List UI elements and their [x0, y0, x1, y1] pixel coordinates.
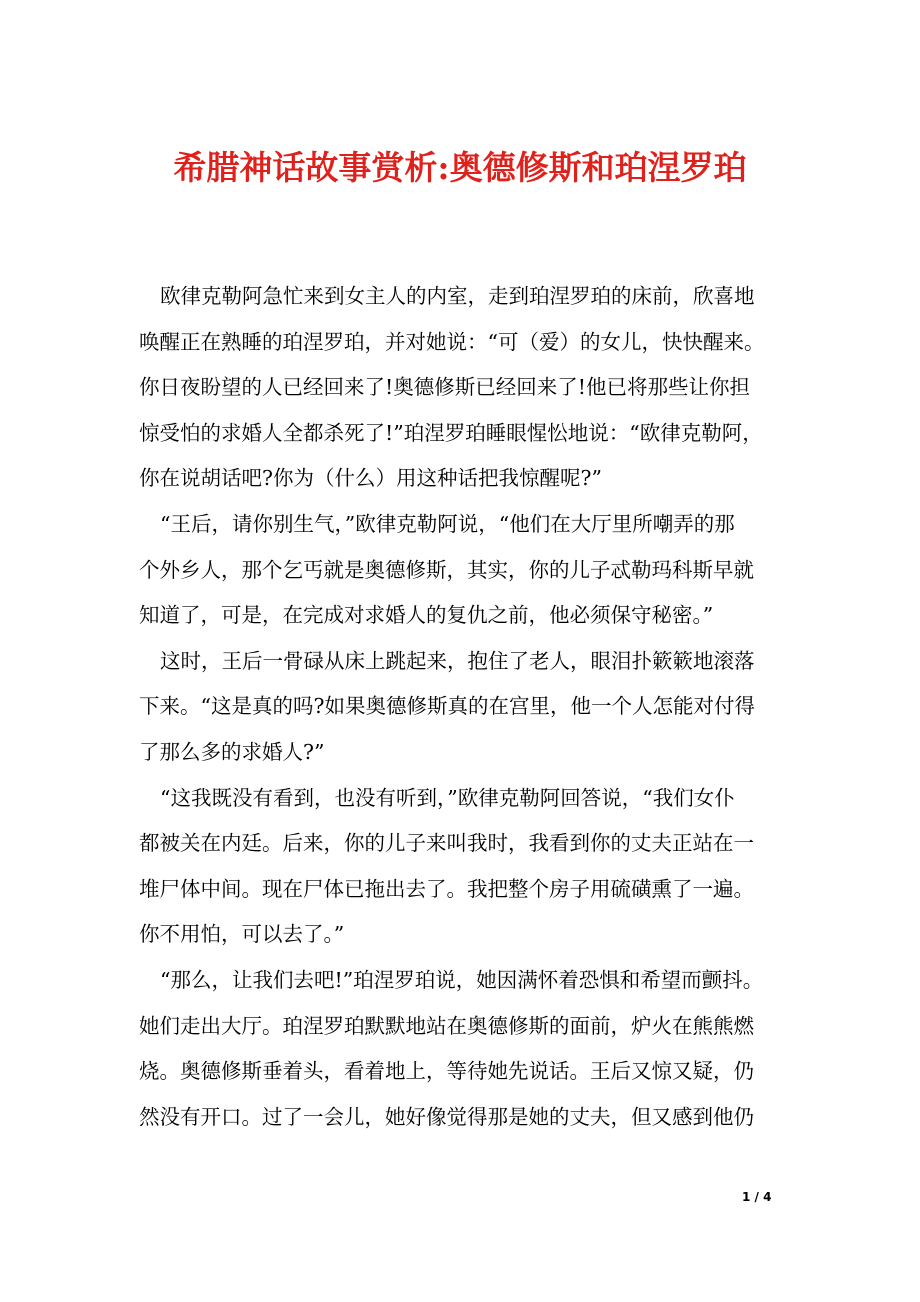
- text-line: 然没有开口。过了一会儿，她好像觉得那是她的丈夫，但又感到他仍: [139, 1104, 754, 1129]
- text-line: 唤醒正在熟睡的珀涅罗珀，并对她说：“可（爱）的女儿，快快醒来。: [139, 329, 765, 354]
- text-line: 你日夜盼望的人已经回来了!奥德修斯已经回来了!他已将那些让你担: [139, 375, 750, 400]
- text-line: 了那么多的求婚人?”: [139, 739, 325, 764]
- text-line: 欧律克勒阿急忙来到女主人的内室，走到珀涅罗珀的床前，欣喜地: [160, 284, 755, 308]
- text-line: 个外乡人，那个乞丐就是奥德修斯，其实，你的儿子忒勒玛科斯早就: [139, 557, 754, 582]
- text-line: 你在说胡话吧?你为（什么）用这种话把我惊醒呢?”: [139, 466, 602, 491]
- text-line: 堆尸体中间。现在尸体已拖出去了。我把整个房子用硫磺熏了一遍。: [139, 876, 754, 901]
- text-line: “那么，让我们去吧!”珀涅罗珀说，她因满怀着恐惧和希望而颤抖。: [160, 967, 764, 992]
- text-line: 她们走出大厅。珀涅罗珀默默地站在奥德修斯的面前，炉火在熊熊燃: [139, 1013, 754, 1038]
- text-line: 你不用怕，可以去了。”: [139, 922, 345, 947]
- text-line: 都被关在内廷。后来，你的儿子来叫我时，我看到你的丈夫正站在一: [139, 831, 754, 856]
- page-number: 1 / 4: [742, 1190, 772, 1204]
- text-line: 知道了，可是，在完成对求婚人的复仇之前，他必须保守秘密。”: [139, 603, 714, 628]
- body-text: [139, 274, 784, 1140]
- text-line: “这我既没有看到，也没有听到，”欧律克勒阿回答说，“我们女仆: [160, 785, 735, 810]
- text-line: 烧。奥德修斯垂着头，看着地上，等待她先说话。王后又惊又疑，仍: [139, 1059, 754, 1084]
- text-line: 惊受怕的求婚人全都杀死了!”珀涅罗珀睡眼惺忪地说：“欧律克勒阿，: [139, 420, 763, 445]
- text-line: 这时，王后一骨碌从床上跳起来，抱住了老人，眼泪扑簌簌地滚落: [160, 648, 755, 673]
- text-line: “王后，请你别生气，”欧律克勒阿说，“他们在大厅里所嘲弄的那: [160, 511, 735, 536]
- text-line: 下来。“这是真的吗?如果奥德修斯真的在宫里，他一个人怎能对付得: [139, 694, 755, 719]
- document-title: 希腊神话故事赏析:奥德修斯和珀涅罗珀: [173, 148, 747, 187]
